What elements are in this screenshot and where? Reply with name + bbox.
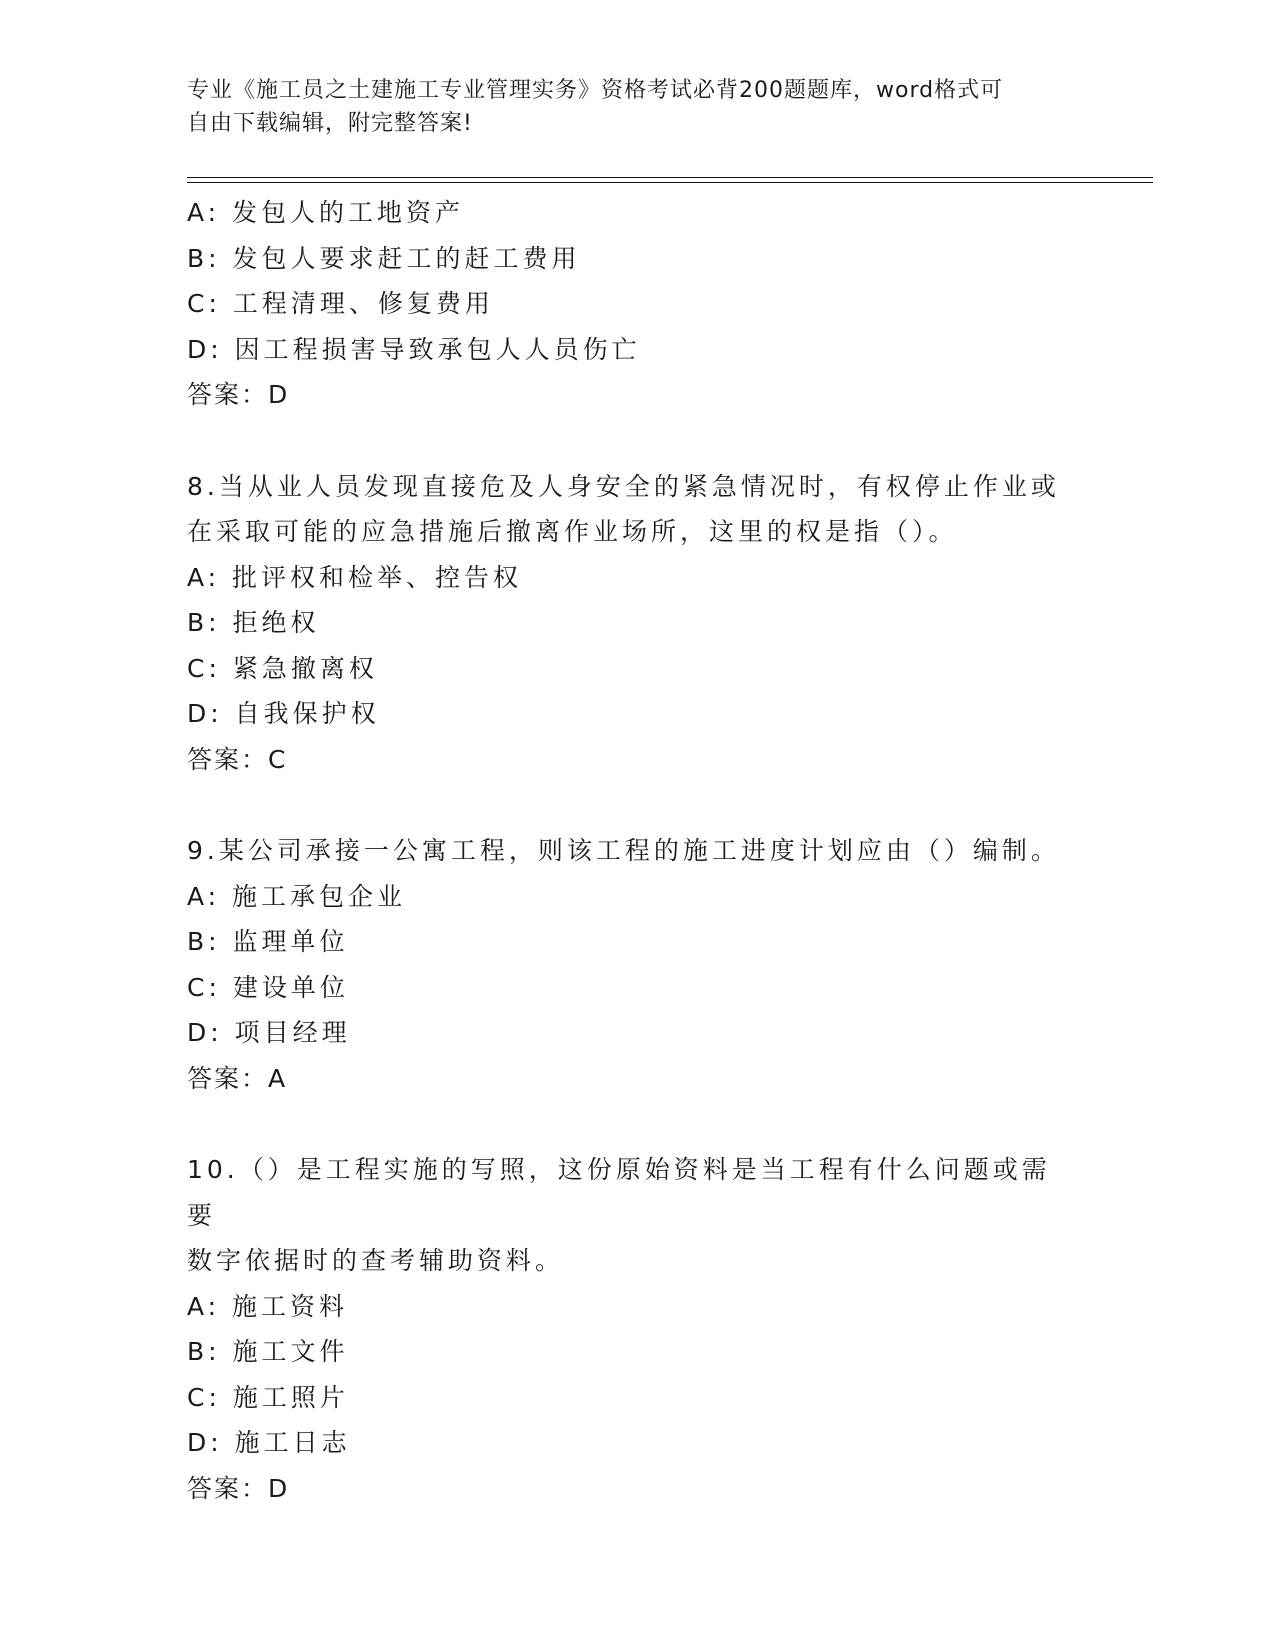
- answer: 答案：D: [187, 380, 290, 409]
- answer: 答案：C: [187, 744, 288, 774]
- answer: 答案：A: [187, 1063, 288, 1093]
- question-text-line-1: 9.某公司承接一公寓工程，则该工程的施工进度计划应由（）编制。: [187, 836, 1060, 865]
- header-line-2: 自由下载编辑，附完整答案!: [187, 111, 473, 136]
- option-c: C: 施工照片: [187, 1382, 349, 1412]
- answer: 答案：D: [187, 1473, 290, 1503]
- option-a: A: 施工承包企业: [187, 881, 407, 911]
- header-divider-top: [187, 177, 1153, 178]
- option-d: D: 施工日志: [187, 1428, 351, 1457]
- question-9: [187, 828, 1087, 1101]
- question-list: [187, 190, 1087, 1511]
- option-b: B: 发包人要求赶工的赶工费用: [187, 243, 581, 273]
- question-text-line-1: 10.（）是工程实施的写照，这份原始资料是当工程有什么问题或需要: [187, 1155, 1051, 1230]
- option-a: A: 发包人的工地资产: [187, 198, 465, 227]
- option-c: C: 工程清理、修复费用: [187, 289, 494, 318]
- option-a: A: 批评权和检举、控告权: [187, 562, 523, 592]
- option-d: D: 项目经理: [187, 1018, 351, 1047]
- document-header: [187, 74, 1067, 140]
- option-d: D: 自我保护权: [187, 699, 380, 728]
- question-text-line-2: 在采取可能的应急措施后撤离作业场所，这里的权是指（）。: [187, 517, 958, 546]
- option-c: C: 建设单位: [187, 972, 349, 1002]
- header-line-1: 专业《施工员之土建施工专业管理实务》资格考试必背200题题库，word格式可: [187, 78, 1004, 103]
- option-b: B: 监理单位: [187, 927, 349, 956]
- question-8: [187, 464, 1087, 783]
- question-10: [187, 1147, 1087, 1511]
- question-text-line-1: 8.当从业人员发现直接危及人身安全的紧急情况时，有权停止作业或: [187, 471, 1060, 501]
- option-c: C: 紧急撤离权: [187, 653, 378, 683]
- question-text-line-2: 数字依据时的查考辅助资料。: [187, 1246, 565, 1275]
- option-b: B: 施工文件: [187, 1337, 349, 1366]
- option-d: D: 因工程损害导致承包人人员伤亡: [187, 334, 641, 364]
- option-a: A: 施工资料: [187, 1291, 349, 1321]
- header-divider-bottom: [187, 182, 1153, 183]
- question-7: [187, 190, 1087, 418]
- option-b: B: 拒绝权: [187, 608, 320, 637]
